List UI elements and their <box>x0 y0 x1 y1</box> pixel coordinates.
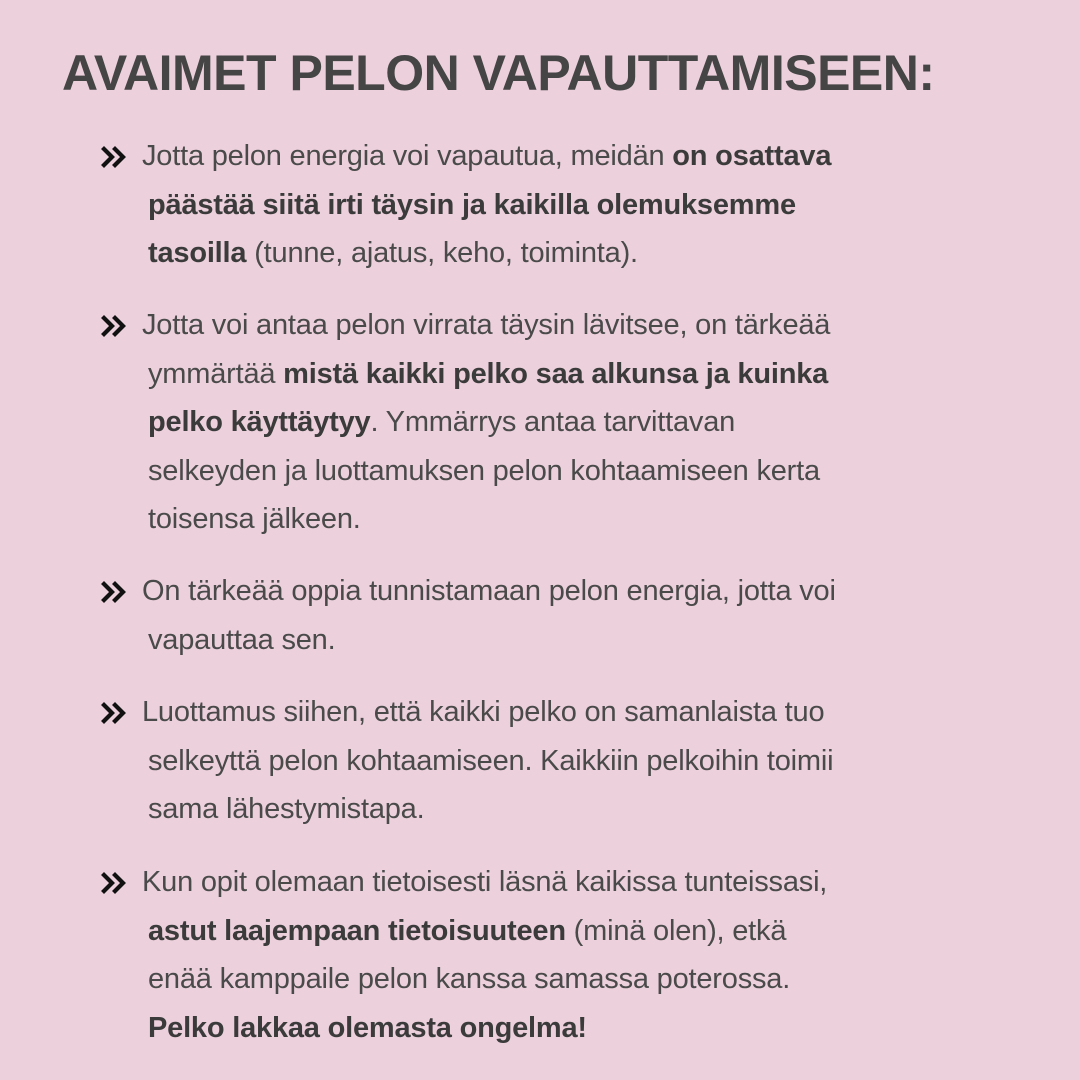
text-segment: enää kamppaile pelon kanssa samassa poterossa. <box>148 963 791 995</box>
list-item-text <box>142 858 980 1052</box>
text-segment: . Ymmärrys antaa tarvittavan <box>370 406 736 438</box>
text-line <box>148 495 980 544</box>
text-line <box>142 301 980 350</box>
bold-text: tasoilla <box>148 237 247 269</box>
text-line <box>142 858 980 907</box>
text-segment: (minä olen), etkä <box>565 914 787 947</box>
bold-text: Pelko lakkaa olemasta ongelma! <box>148 1011 587 1044</box>
text-segment: ymmärtää <box>148 357 284 390</box>
text-segment: On tärkeää oppia tunnistamaan pelon energia, jotta voi <box>142 575 836 607</box>
text-line <box>148 955 980 1004</box>
text-segment: selkeyttä pelon kohtaamiseen. Kaikkiin pelkoihin toimii <box>148 744 834 777</box>
text-line <box>148 737 980 786</box>
text-line <box>148 350 980 399</box>
text-segment: Kun opit olemaan tietoisesti läsnä kaikissa tunteissasi, <box>142 866 828 898</box>
text-line <box>148 181 980 230</box>
text-line <box>148 1004 980 1053</box>
list-item-text <box>142 132 980 278</box>
page-title: AVAIMET PELON VAPAUTTAMISEEN: <box>62 45 935 101</box>
text-line <box>148 229 980 278</box>
bold-text: on osattava <box>672 140 832 172</box>
bold-text: pelko käyttäytyy <box>148 406 371 438</box>
text-segment: Jotta pelon energia voi vapautua, meidän <box>142 140 673 172</box>
bold-text: mistä kaikki pelko saa alkunsa ja kuinka <box>283 357 829 390</box>
text-line <box>148 447 980 496</box>
text-line <box>142 132 980 181</box>
bold-text: astut laajempaan tietoisuuteen <box>148 914 566 947</box>
list-item-text <box>142 688 980 834</box>
double-chevron-right-icon <box>100 313 130 339</box>
list-item-text <box>142 301 980 544</box>
text-segment: Jotta voi antaa pelon virrata täysin lävitsee, on tärkeää <box>142 309 831 341</box>
text-line <box>142 567 980 616</box>
text-line <box>148 785 980 834</box>
text-line <box>148 398 980 447</box>
list-item-text <box>142 567 980 664</box>
text-segment: vapauttaa sen. <box>148 623 336 656</box>
text-line <box>142 688 980 737</box>
double-chevron-right-icon <box>100 579 130 605</box>
text-segment: selkeyden ja luottamuksen pelon kohtaamiseen kerta <box>148 454 820 487</box>
double-chevron-right-icon <box>100 700 130 726</box>
double-chevron-right-icon <box>100 144 130 170</box>
double-chevron-right-icon <box>100 870 130 896</box>
text-segment: toisensa jälkeen. <box>148 503 361 535</box>
text-segment: (tunne, ajatus, keho, toiminta). <box>246 237 638 269</box>
text-line <box>148 616 980 665</box>
text-segment: Luottamus siihen, että kaikki pelko on samanlaista tuo <box>142 696 825 728</box>
text-segment: sama lähestymistapa. <box>148 793 425 825</box>
text-line <box>148 907 980 956</box>
bold-text: päästää siitä irti täysin ja kaikilla olemuksemme <box>148 188 796 221</box>
